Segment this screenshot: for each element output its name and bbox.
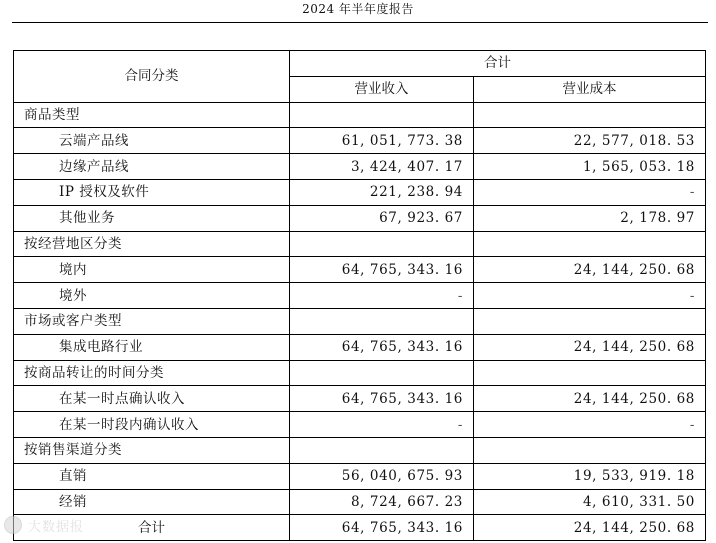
cost-cell: -: [474, 283, 706, 309]
cost-cell: [474, 102, 706, 128]
table-row: [14, 386, 706, 412]
revenue-cell: 3, 424, 407. 17: [290, 154, 474, 180]
revenue-breakdown-table: [13, 50, 706, 541]
cost-cell: [474, 231, 706, 257]
table-total-row: [14, 515, 706, 541]
table-row: [14, 205, 706, 231]
revenue-cell: 56, 040, 675. 93: [290, 463, 474, 489]
header-divider: [12, 22, 708, 23]
row-label: 云端产品线: [14, 128, 290, 154]
table-group-row: [14, 308, 706, 334]
revenue-cell: -: [290, 283, 474, 309]
row-label: 在某一时点确认收入: [14, 386, 290, 412]
revenue-cell: 67, 923. 67: [290, 205, 474, 231]
row-label: 在某一时段内确认收入: [14, 412, 290, 438]
page-header-title: 2024 年半年度报告: [302, 2, 414, 16]
table-group-row: [14, 437, 706, 463]
table-row: [14, 257, 706, 283]
revenue-cell: 64, 765, 343. 16: [290, 386, 474, 412]
watermark-logo-icon: [4, 516, 22, 534]
row-label: 按商品转让的时间分类: [14, 360, 290, 386]
cost-cell: -: [474, 412, 706, 438]
watermark-text: 大数据报: [28, 519, 85, 535]
header-contract-category: 合同分类: [14, 51, 290, 103]
table-header-row-1: [14, 51, 706, 77]
revenue-cell: [290, 360, 474, 386]
row-label: 直销: [14, 463, 290, 489]
cost-cell: 22, 577, 018. 53: [474, 128, 706, 154]
row-label: 境内: [14, 257, 290, 283]
row-label: 合计: [14, 515, 290, 541]
revenue-cell: 64, 765, 343. 16: [290, 257, 474, 283]
revenue-cell: 221, 238. 94: [290, 179, 474, 205]
row-label: 境外: [14, 283, 290, 309]
cost-cell: 2, 178. 97: [474, 205, 706, 231]
table-group-row: [14, 102, 706, 128]
row-label: 集成电路行业: [14, 334, 290, 360]
cost-cell: [474, 437, 706, 463]
table-row: [14, 334, 706, 360]
table-row: [14, 179, 706, 205]
cost-cell: 24, 144, 250. 68: [474, 515, 706, 541]
revenue-cell: [290, 308, 474, 334]
cost-cell: 24, 144, 250. 68: [474, 334, 706, 360]
watermark: [4, 515, 84, 535]
revenue-cell: 8, 724, 667. 23: [290, 489, 474, 515]
row-label: 其他业务: [14, 205, 290, 231]
revenue-cell: 64, 765, 343. 16: [290, 515, 474, 541]
row-label: 按经营地区分类: [14, 231, 290, 257]
row-label: 按销售渠道分类: [14, 437, 290, 463]
table-group-row: [14, 360, 706, 386]
table-row: [14, 128, 706, 154]
table-group-row: [14, 231, 706, 257]
cost-cell: 19, 533, 919. 18: [474, 463, 706, 489]
header-revenue: 营业收入: [290, 76, 474, 102]
row-label: IP 授权及软件: [14, 179, 290, 205]
table-row: [14, 463, 706, 489]
table-row: [14, 412, 706, 438]
header-cost: 营业成本: [474, 76, 706, 102]
cost-cell: 4, 610, 331. 50: [474, 489, 706, 515]
table-row: [14, 154, 706, 180]
cost-cell: 24, 144, 250. 68: [474, 257, 706, 283]
revenue-cell: 64, 765, 343. 16: [290, 334, 474, 360]
row-label: 边缘产品线: [14, 154, 290, 180]
revenue-cell: -: [290, 412, 474, 438]
table-row: [14, 283, 706, 309]
cost-cell: [474, 360, 706, 386]
row-label: 商品类型: [14, 102, 290, 128]
row-label: 经销: [14, 489, 290, 515]
revenue-cell: [290, 231, 474, 257]
revenue-cell: [290, 437, 474, 463]
table-row: [14, 489, 706, 515]
cost-cell: [474, 308, 706, 334]
revenue-cell: [290, 102, 474, 128]
cost-cell: 1, 565, 053. 18: [474, 154, 706, 180]
row-label: 市场或客户类型: [14, 308, 290, 334]
table-body: [14, 51, 706, 541]
revenue-cell: 61, 051, 773. 38: [290, 128, 474, 154]
cost-cell: -: [474, 179, 706, 205]
cost-cell: 24, 144, 250. 68: [474, 386, 706, 412]
header-total-group: 合计: [290, 51, 706, 77]
